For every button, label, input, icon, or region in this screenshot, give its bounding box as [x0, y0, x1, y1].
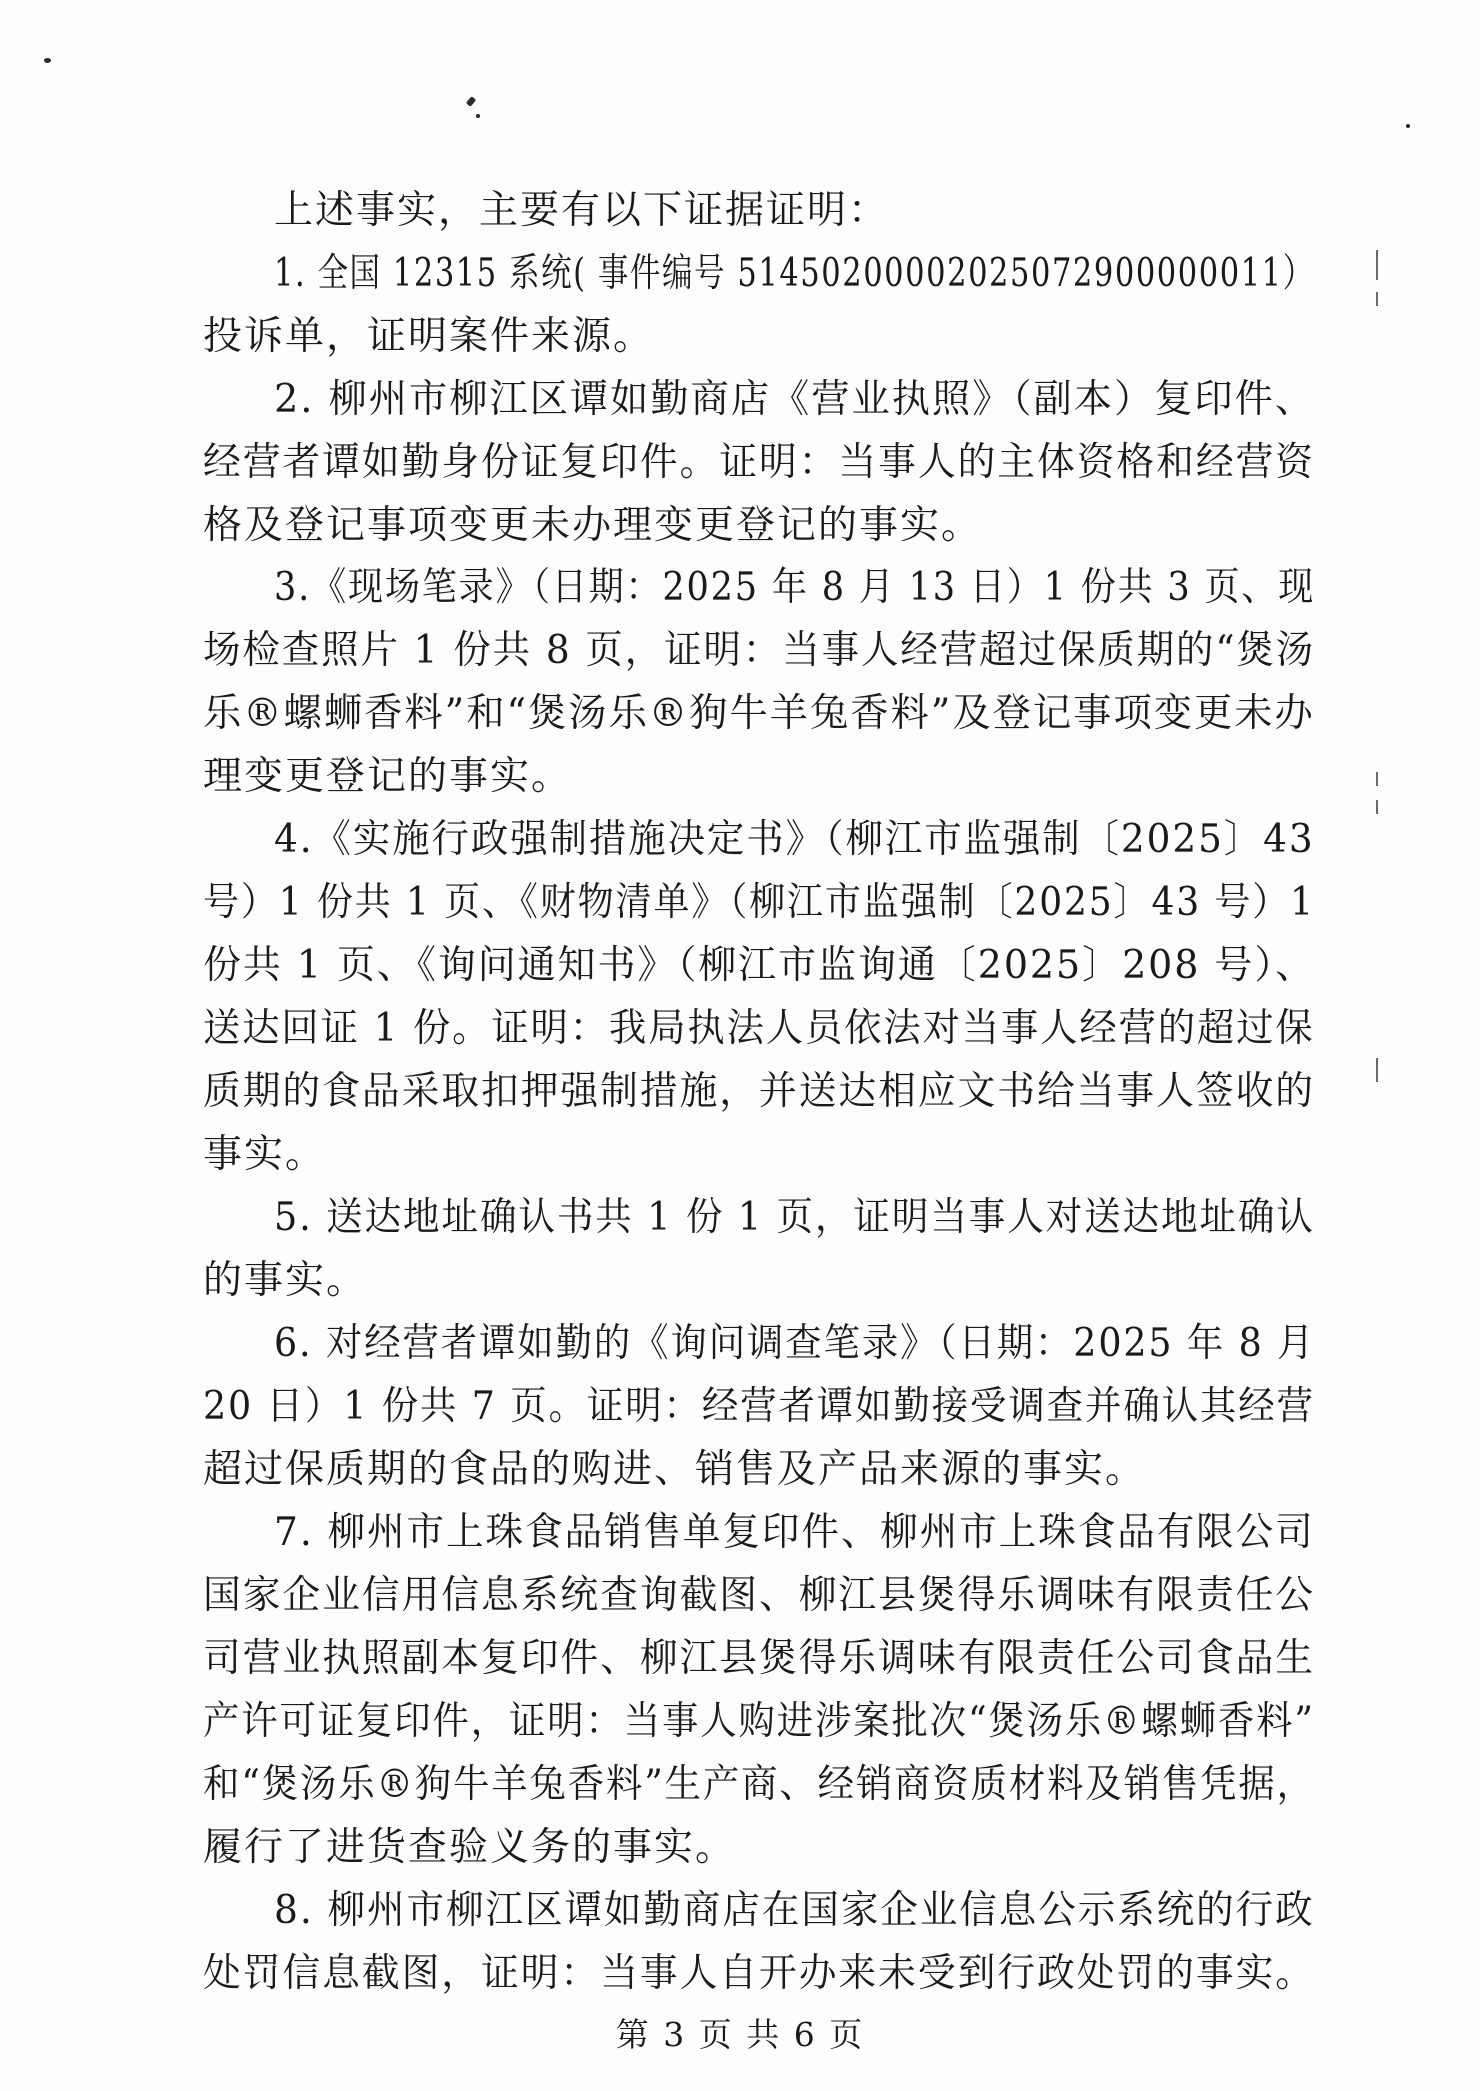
- scan-edge-mark: [1376, 772, 1378, 786]
- text-line: 7. 柳州市上珠食品销售单复印件、柳州市上珠食品有限公司: [274, 1510, 1315, 1555]
- text-line: 投诉单，证明案件来源。: [203, 314, 655, 359]
- text-line: 上述事实，主要有以下证据证明：: [274, 188, 890, 233]
- text-line: 份共 1 页、《询问通知书》（柳江市监询通〔2025〕208 号）、: [203, 943, 1316, 988]
- scan-speck: [476, 114, 480, 118]
- scan-edge-mark: [1376, 250, 1378, 280]
- scan-edge-mark: [1376, 800, 1378, 814]
- text-line: 3.《现场笔录》（日期：2025 年 8 月 13 日）1 份共 3 页、现: [274, 565, 1316, 610]
- text-line: 乐®螺蛳香料”和“煲汤乐®狗牛羊兔香料”及登记事项变更未办: [203, 691, 1315, 736]
- text-line: 国家企业信用信息系统查询截图、柳江县煲得乐调味有限责任公: [203, 1573, 1316, 1618]
- text-line: 质期的食品采取扣押强制措施，并送达相应文书给当事人签收的: [203, 1069, 1316, 1114]
- scan-speck: [466, 96, 476, 107]
- text-line: 5. 送达地址确认书共 1 份 1 页，证明当事人对送达地址确认: [274, 1195, 1315, 1240]
- text-line: 的事实。: [203, 1258, 368, 1303]
- text-line: 8. 柳州市柳江区谭如勤商店在国家企业信息公示系统的行政: [274, 1888, 1315, 1933]
- text-line: 20 日）1 份共 7 页。证明：经营者谭如勤接受调查并确认其经营: [203, 1384, 1315, 1429]
- text-line: 产许可证复印件，证明：当事人购进涉案批次“煲汤乐®螺蛳香料”: [203, 1699, 1315, 1744]
- text-line: 司营业执照副本复印件、柳江县煲得乐调味有限责任公司食品生: [203, 1636, 1316, 1681]
- scan-speck: [1406, 124, 1410, 128]
- text-line: 2. 柳州市柳江区谭如勤商店《营业执照》（副本）复印件、: [274, 377, 1316, 422]
- scan-speck: [44, 58, 51, 63]
- text-line: 场检查照片 1 份共 8 页，证明：当事人经营超过保质期的“煲汤: [203, 628, 1316, 673]
- text-line: 超过保质期的食品的购进、销售及产品来源的事实。: [203, 1447, 1147, 1492]
- text-line: 1. 全国 12315 系统( 事件编号 51450200002025072900000011）: [274, 251, 1315, 296]
- text-line: 6. 对经营者谭如勤的《询问调查笔录》（日期：2025 年 8 月: [274, 1321, 1316, 1366]
- text-line: 处罚信息截图，证明：当事人自开办来未受到行政处罚的事实。: [203, 1951, 1316, 1996]
- text-line: 号）1 份共 1 页、《财物清单》（柳江市监强制〔2025〕43 号）1: [203, 880, 1315, 925]
- page-number: 第 3 页 共 6 页: [615, 2015, 865, 2054]
- text-line: 送达回证 1 份。证明：我局执法人员依法对当事人经营的超过保: [203, 1006, 1315, 1051]
- text-line: 和“煲汤乐®狗牛羊兔香料”生产商、经销商资质材料及销售凭据，: [203, 1762, 1315, 1807]
- text-line: 理变更登记的事实。: [203, 754, 573, 799]
- text-line: 格及登记事项变更未办理变更登记的事实。: [203, 503, 983, 548]
- text-line: 履行了进货查验义务的事实。: [203, 1825, 737, 1870]
- scan-edge-mark: [1376, 1058, 1378, 1082]
- scan-edge-mark: [1376, 292, 1378, 306]
- text-line: 经营者谭如勤身份证复印件。证明：当事人的主体资格和经营资: [203, 440, 1316, 485]
- text-line: 4.《实施行政强制措施决定书》（柳江市监强制〔2025〕43: [274, 817, 1315, 862]
- text-line: 事实。: [203, 1132, 327, 1177]
